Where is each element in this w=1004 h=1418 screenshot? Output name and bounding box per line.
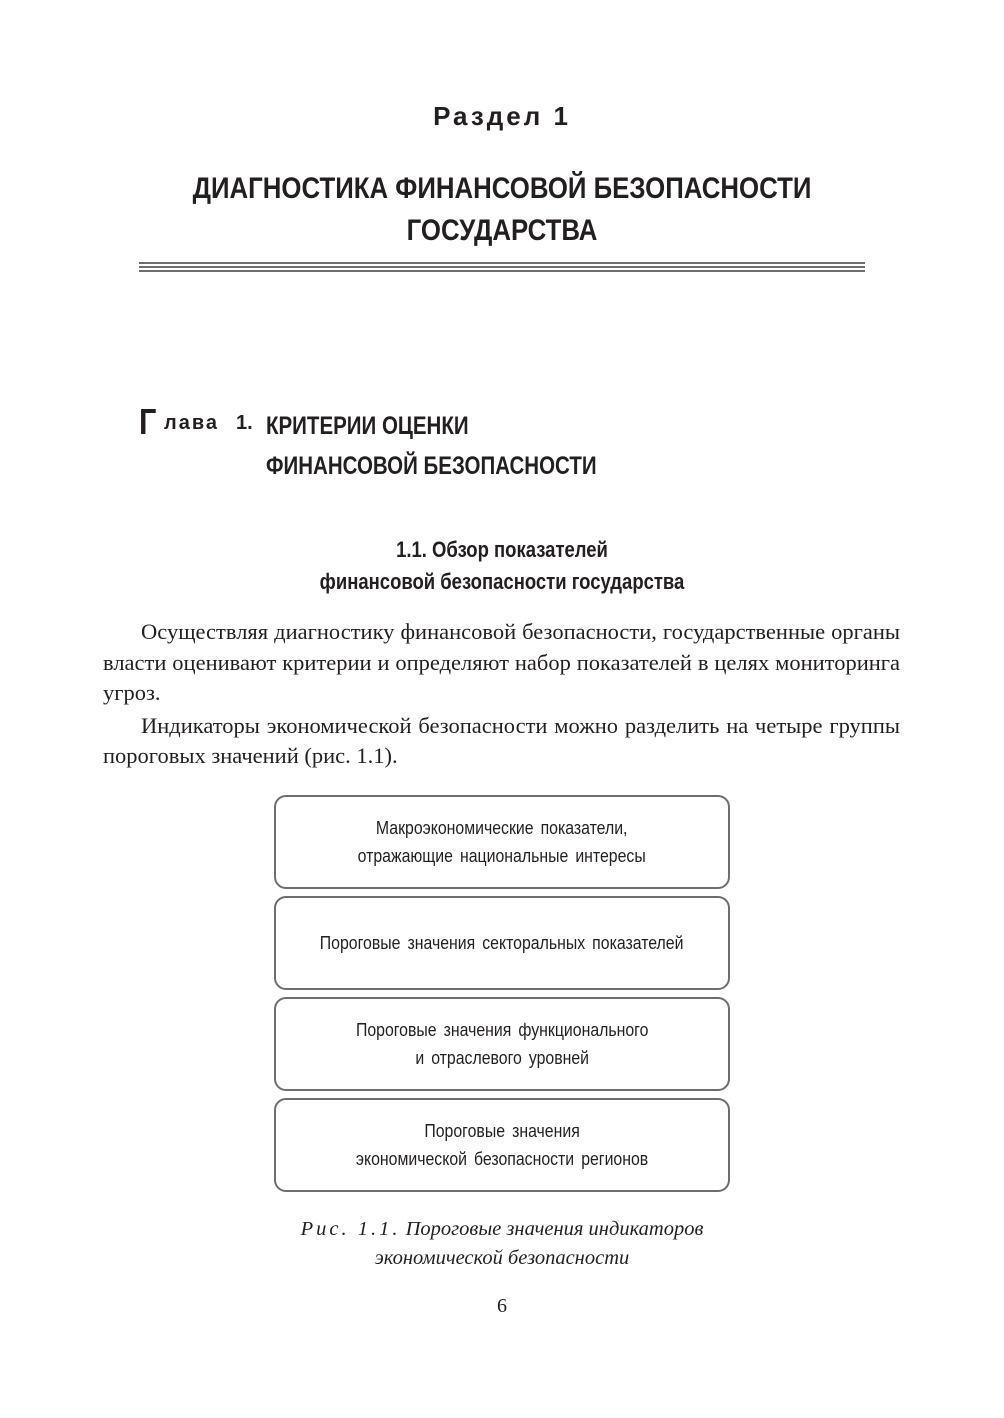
diagram-box-text: Пороговые значения экономической безопасности регионов: [355, 1121, 649, 1169]
chapter-title-line: ФИНАНСОВОЙ БЕЗОПАСНОСТИ: [266, 452, 597, 480]
diagram-box-text: Макроэкономические показатели, отражающие национальные интересы: [357, 818, 647, 866]
paragraph: Индикаторы экономической безопасности можно разделить на четыре группы пороговых значений (рис. 1.1).: [103, 712, 900, 768]
caption-line: [140, 1215, 864, 1244]
caption-line: экономической безопасности: [374, 1247, 630, 1269]
diagram-box-text: Пороговые значения функционального и отраслевого уровней: [355, 1020, 649, 1068]
chapter-number: 1.: [236, 412, 253, 434]
diagram-box-functional: [274, 997, 730, 1091]
page-number: 6: [497, 1295, 507, 1317]
caption-label: Рис. 1.1.: [300, 1218, 401, 1240]
chapter-heading: [139, 400, 879, 480]
figure-caption: [140, 1215, 864, 1273]
diagram-box-regional: [274, 1098, 730, 1192]
caption-text: Пороговые значения индикаторов: [405, 1218, 704, 1240]
body-text: [103, 617, 900, 774]
chapter-initial: Г: [139, 401, 157, 442]
diagram-box-text: Пороговые значения секторальных показателей: [320, 933, 684, 953]
section-title: [191, 168, 814, 252]
subsection-title-line: финансовой безопасности государства: [319, 569, 685, 594]
paragraph: Осуществляя диагностику финансовой безопасности, государственные органы власти оценивают критерии и определяют набор показателей в целях мониторинга угроз.: [103, 619, 900, 705]
chapter-word: лава: [164, 412, 219, 434]
subsection-title-line: 1.1. Обзор показателей: [396, 537, 608, 562]
chapter-title: [266, 406, 725, 486]
section-label: Раздел 1: [433, 101, 571, 131]
diagram-box-macroeconomic: [274, 795, 730, 889]
subsection-title: [198, 534, 806, 598]
section-title-line: ДИАГНОСТИКА ФИНАНСОВОЙ БЕЗОПАСНОСТИ: [192, 172, 812, 205]
title-divider: [139, 262, 865, 274]
section-title-line: ГОСУДАРСТВА: [406, 214, 598, 247]
diagram-box-sectoral: [274, 896, 730, 990]
chapter-title-line: КРИТЕРИИ ОЦЕНКИ: [266, 412, 469, 440]
